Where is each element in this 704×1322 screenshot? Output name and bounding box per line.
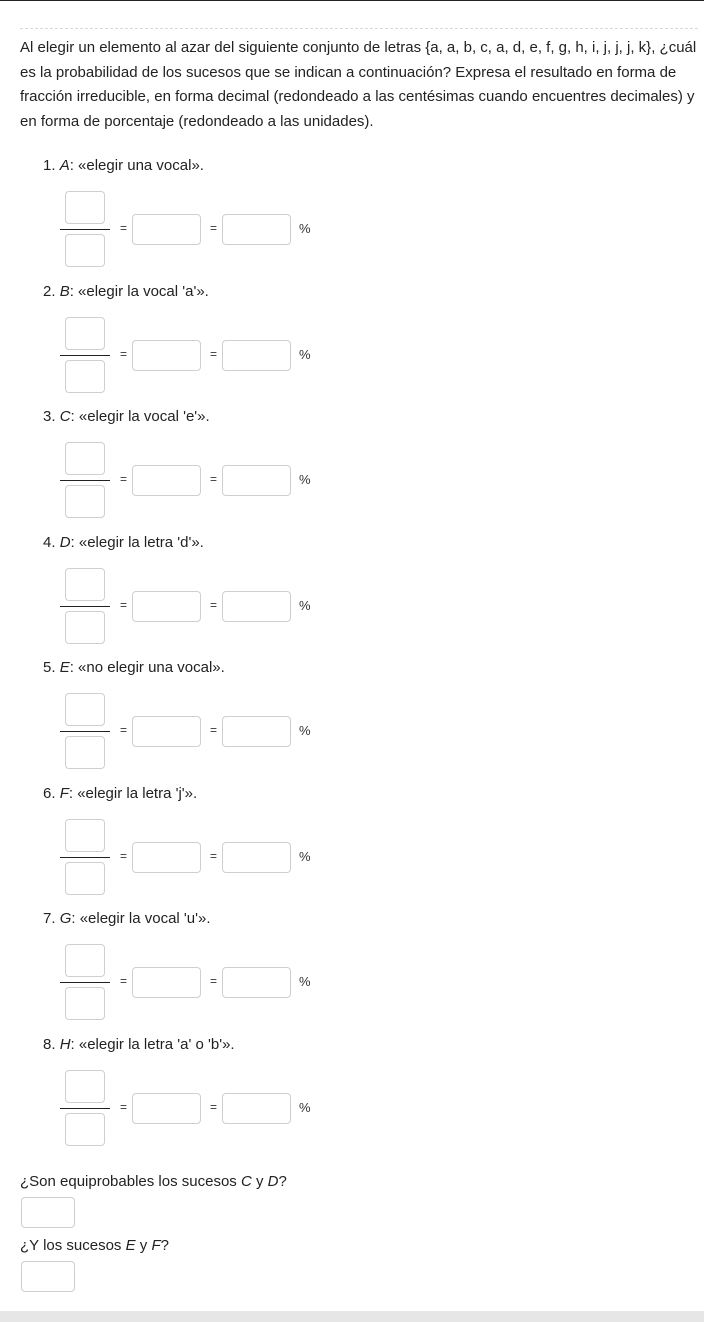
separator-line bbox=[20, 28, 698, 29]
fraction-bar-5 bbox=[60, 731, 110, 732]
equals-sign: = bbox=[120, 472, 128, 486]
decimal-input-3[interactable] bbox=[132, 465, 201, 496]
decimal-input-8[interactable] bbox=[132, 1093, 201, 1124]
equals-sign: = bbox=[210, 848, 218, 863]
denominator-input-8[interactable] bbox=[65, 1113, 105, 1146]
item-var: H bbox=[59, 1035, 71, 1053]
item-var: C bbox=[59, 408, 71, 425]
item-number: 4. bbox=[43, 533, 56, 551]
equals-sign: = bbox=[120, 597, 128, 612]
question-cd-suffix: ? bbox=[278, 1173, 287, 1190]
answer-cd-input[interactable] bbox=[21, 1197, 75, 1228]
item-label-4 bbox=[43, 533, 204, 553]
item-label-7 bbox=[43, 909, 211, 929]
decimal-input-2[interactable] bbox=[132, 340, 201, 371]
percent-input-8[interactable] bbox=[222, 1093, 291, 1124]
numerator-input-6[interactable] bbox=[65, 819, 105, 852]
item-label-8 bbox=[43, 1035, 235, 1055]
item-desc: : «elegir la vocal 'u'». bbox=[71, 910, 211, 927]
item-desc: : «elegir la letra 'd'». bbox=[70, 533, 204, 551]
item-number: 1. bbox=[43, 157, 56, 174]
percent-input-5[interactable] bbox=[222, 716, 291, 747]
item-number: 5. bbox=[43, 659, 56, 676]
item-number: 6. bbox=[43, 784, 56, 802]
numerator-input-4[interactable] bbox=[65, 568, 105, 601]
bottom-band bbox=[0, 1311, 704, 1322]
percent-input-1[interactable] bbox=[222, 214, 291, 245]
percent-sign: % bbox=[299, 1099, 311, 1115]
decimal-input-6[interactable] bbox=[132, 842, 201, 873]
item-var: B bbox=[59, 282, 70, 300]
item-label-5 bbox=[43, 658, 225, 678]
denominator-input-6[interactable] bbox=[65, 862, 105, 895]
percent-input-6[interactable] bbox=[222, 842, 291, 873]
question-cd-prefix: ¿Son equiprobables los sucesos bbox=[20, 1173, 241, 1190]
item-label-3 bbox=[43, 407, 210, 427]
question-cd-var2: D bbox=[267, 1173, 279, 1190]
percent-sign: % bbox=[299, 723, 311, 738]
equals-sign: = bbox=[210, 974, 218, 988]
equals-sign: = bbox=[120, 1099, 128, 1114]
answer-ef-input[interactable] bbox=[21, 1261, 75, 1292]
numerator-input-7[interactable] bbox=[65, 944, 105, 977]
percent-sign: % bbox=[299, 597, 311, 613]
item-var: A bbox=[59, 157, 70, 174]
item-var: D bbox=[59, 533, 71, 551]
numerator-input-3[interactable] bbox=[65, 442, 105, 475]
decimal-input-1[interactable] bbox=[132, 214, 201, 245]
percent-input-4[interactable] bbox=[222, 591, 291, 622]
item-desc: : «elegir la letra 'a' o 'b'». bbox=[70, 1035, 235, 1053]
item-label-1 bbox=[43, 156, 204, 176]
percent-input-3[interactable] bbox=[222, 465, 291, 496]
numerator-input-5[interactable] bbox=[65, 693, 105, 726]
item-var: G bbox=[59, 910, 72, 927]
numerator-input-8[interactable] bbox=[65, 1070, 105, 1103]
percent-sign: % bbox=[299, 346, 311, 362]
item-desc: : «elegir una vocal». bbox=[69, 157, 204, 174]
item-desc: : «elegir la letra 'j'». bbox=[68, 784, 198, 802]
numerator-input-1[interactable] bbox=[65, 191, 105, 224]
equals-sign: = bbox=[210, 472, 218, 486]
question-ef-equiprobable bbox=[20, 1236, 169, 1256]
decimal-input-5[interactable] bbox=[132, 716, 201, 747]
item-number: 8. bbox=[43, 1035, 56, 1053]
fraction-bar-7 bbox=[60, 982, 110, 983]
equals-sign: = bbox=[210, 346, 218, 361]
item-var: F bbox=[59, 784, 69, 802]
top-toolbar-icons bbox=[30, 0, 150, 6]
denominator-input-2[interactable] bbox=[65, 360, 105, 393]
item-desc: : «elegir la vocal 'a'». bbox=[69, 282, 209, 300]
question-ef-var1: E bbox=[125, 1237, 136, 1254]
denominator-input-1[interactable] bbox=[65, 234, 105, 267]
fraction-bar-2 bbox=[60, 355, 110, 356]
equals-sign: = bbox=[120, 346, 128, 361]
item-desc: : «elegir la vocal 'e'». bbox=[70, 408, 210, 425]
question-ef-prefix: ¿Y los sucesos bbox=[20, 1237, 126, 1254]
item-desc: : «no elegir una vocal». bbox=[69, 659, 225, 676]
percent-sign: % bbox=[299, 221, 311, 236]
equals-sign: = bbox=[210, 723, 218, 737]
equals-sign: = bbox=[210, 597, 218, 612]
equals-sign: = bbox=[120, 974, 128, 988]
question-cd-var1: C bbox=[240, 1173, 252, 1190]
question-ef-mid: y bbox=[135, 1237, 152, 1254]
equals-sign: = bbox=[210, 1099, 218, 1114]
equals-sign: = bbox=[210, 221, 218, 235]
exercise-statement: Al elegir un elemento al azar del siguiente conjunto de letras {a, a, b, c, a, d, e, f, g, h, i, j, j, j, k}, ¿cuál es la probabilidad de los sucesos que se indican a continuación? Expresa el resultado en forma de fracción irreducible, en forma decimal (redondeado a las centésimas cuando encuentres decimales) y en forma de porcentaje (redondeado a las unidades). bbox=[20, 39, 697, 130]
equals-sign: = bbox=[120, 221, 128, 235]
equals-sign: = bbox=[120, 848, 128, 863]
percent-input-2[interactable] bbox=[222, 340, 291, 371]
numerator-input-2[interactable] bbox=[65, 317, 105, 350]
question-cd-mid: y bbox=[251, 1173, 268, 1190]
fraction-bar-8 bbox=[60, 1108, 110, 1109]
fraction-bar-1 bbox=[60, 229, 110, 230]
denominator-input-3[interactable] bbox=[65, 485, 105, 518]
fraction-bar-3 bbox=[60, 480, 110, 481]
denominator-input-4[interactable] bbox=[65, 611, 105, 644]
item-number: 7. bbox=[43, 910, 56, 927]
question-ef-suffix: ? bbox=[160, 1237, 169, 1254]
percent-sign: % bbox=[299, 472, 311, 487]
item-var: E bbox=[59, 659, 70, 676]
denominator-input-5[interactable] bbox=[65, 736, 105, 769]
denominator-input-7[interactable] bbox=[65, 987, 105, 1020]
question-ef-var2: F bbox=[151, 1237, 161, 1254]
item-label-6 bbox=[43, 784, 197, 804]
decimal-input-7[interactable] bbox=[132, 967, 201, 998]
fraction-bar-6 bbox=[60, 857, 110, 858]
item-label-2 bbox=[43, 282, 209, 302]
fraction-bar-4 bbox=[60, 606, 110, 607]
percent-sign: % bbox=[299, 848, 311, 864]
percent-sign: % bbox=[299, 974, 311, 989]
percent-input-7[interactable] bbox=[222, 967, 291, 998]
question-cd-equiprobable bbox=[20, 1172, 287, 1192]
item-number: 2. bbox=[43, 282, 56, 300]
equals-sign: = bbox=[120, 723, 128, 737]
item-number: 3. bbox=[43, 408, 56, 425]
decimal-input-4[interactable] bbox=[132, 591, 201, 622]
